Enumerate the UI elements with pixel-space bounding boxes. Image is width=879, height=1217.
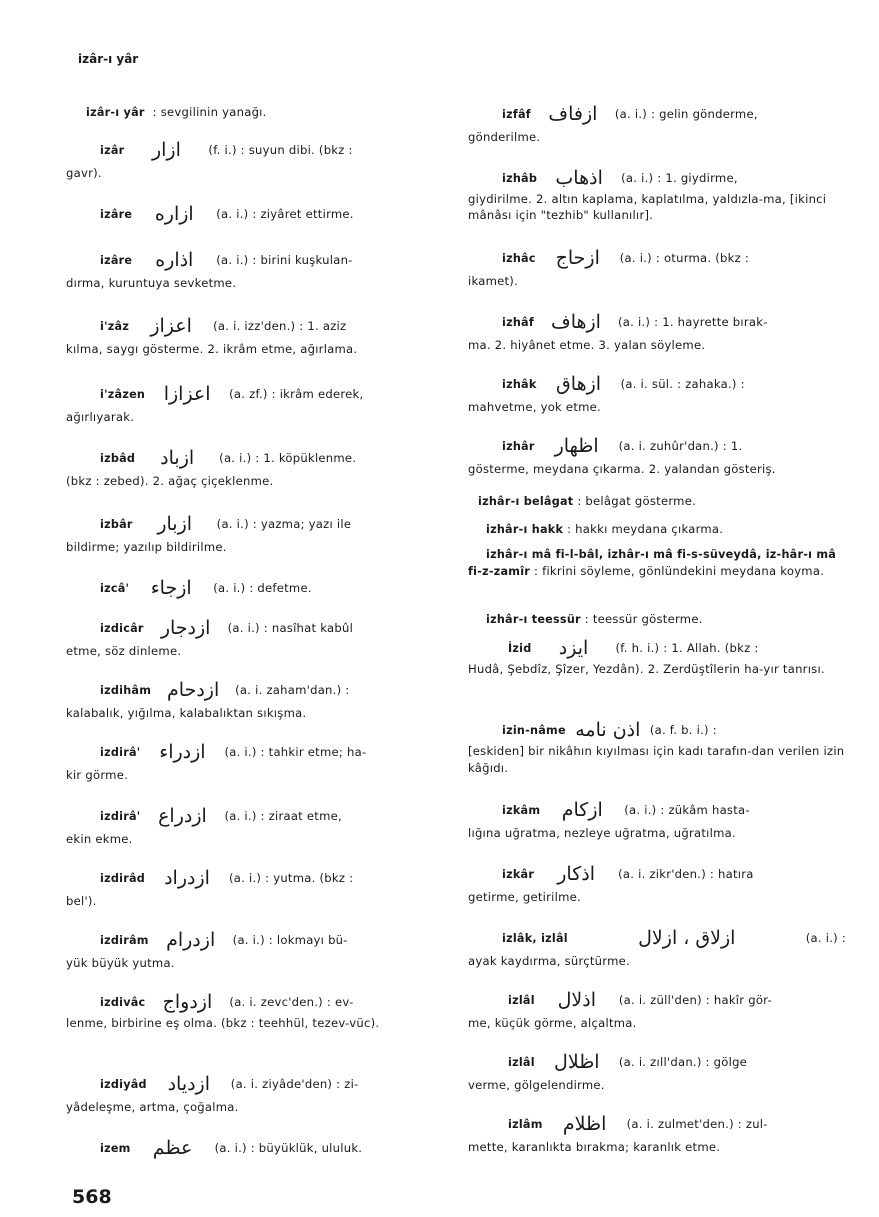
dictionary-entry [66, 1072, 444, 1118]
arabic-script: ازدجار [160, 617, 211, 639]
headword: izâr-ı yâr [86, 106, 145, 119]
definition-continued: gösterme, meydana çıkarma. 2. yalandan gösteriş. [468, 462, 776, 476]
dictionary-entry [468, 434, 846, 480]
arabic-script: ازاره [154, 203, 194, 225]
arabic-script: اعزازا [163, 383, 211, 405]
arabic-script: ازدراع [158, 805, 207, 827]
definition: (f. i.) : suyun dibi. (bkz : [208, 143, 353, 157]
definition: (a. i. izz'den.) : 1. aziz [213, 319, 347, 333]
page-number: 568 [72, 1186, 112, 1208]
arabic-script: ازهاف [551, 311, 601, 333]
definition-continued: yük büyük yutma. [66, 956, 175, 970]
dictionary-entry [86, 100, 464, 125]
arabic-script: ایزد [558, 637, 589, 659]
headword: izhâr-ı mâ fi-l-bâl, izhâr-ı mâ fi-s-süveydâ, iz-hâr-ı mâ fi-z-zamîr [468, 548, 837, 578]
definition: : sevgilinin yanağı. [152, 105, 267, 119]
dictionary-entry [468, 798, 846, 844]
headword: izkâr [502, 868, 535, 881]
arabic-script: ازجاء [150, 577, 192, 599]
arabic-script: ازار [151, 139, 181, 161]
dictionary-entry [66, 138, 444, 184]
definition-continued: lenme, birbirine eş olma. (bkz : teehhül, tezev-vüc). [66, 1016, 380, 1030]
dictionary-entry [66, 314, 444, 360]
headword: izcâ' [100, 582, 130, 595]
definition: (a. i.) : lokmayı bü- [232, 933, 348, 947]
headword: izdiyâd [100, 1078, 147, 1091]
definition-continued: yâdeleşme, artma, çoğalma. [66, 1100, 239, 1114]
definition-continued: [eskiden] bir nikâhın kıyılması için kadı tarafın-dan verilen izin kâğıdı. [468, 744, 845, 775]
definition-continued: (bkz : zebed). 2. ağaç çiçeklenme. [66, 474, 274, 488]
arabic-script: ازدیاد [167, 1073, 211, 1095]
dictionary-entry [468, 310, 846, 356]
dictionary-entry [468, 862, 846, 908]
headword: izhâk [502, 378, 537, 391]
dictionary-entry [486, 520, 864, 539]
dictionary-entry [66, 678, 444, 724]
headword: i'zâz [100, 320, 130, 333]
definition-continued: bel'). [66, 894, 97, 908]
arabic-script: ازلاق ، ازلال [638, 927, 736, 949]
dictionary-entry [468, 246, 846, 292]
dictionary-entry [468, 1050, 846, 1096]
definition: (a. i.) : gelin gönderme, [614, 107, 758, 121]
definition: (a. i.) : zükâm hasta- [624, 803, 750, 817]
headword: izdirâm [100, 934, 149, 947]
definition: (a. i.) : 1. köpüklenme. [219, 451, 357, 465]
definition: (a. i.) : ziyâret ettirme. [216, 207, 354, 221]
dictionary-entry [486, 610, 864, 629]
headword: izin-nâme [502, 724, 566, 737]
definition-continued: gavr). [66, 166, 102, 180]
dictionary-entry [66, 866, 444, 912]
dictionary-entry [66, 446, 444, 492]
dictionary-entry [468, 636, 846, 678]
definition-continued: mahvetme, yok etme. [468, 400, 601, 414]
definition-continued: ma. 2. hiyânet etme. 3. yalan söyleme. [468, 338, 706, 352]
headword: izâre [100, 208, 133, 221]
dictionary-entry [66, 804, 444, 850]
arabic-script: ازهاق [556, 373, 602, 395]
dictionary-entry [468, 546, 846, 580]
arabic-script: عظم [152, 1137, 193, 1159]
arabic-script: ازدراد [164, 867, 210, 889]
definition: (f. h. i.) : 1. Allah. (bkz : [615, 641, 759, 655]
headword: izâr [100, 144, 125, 157]
definition-continued: dırma, kuruntuya sevketme. [66, 276, 237, 290]
dictionary-entry [66, 382, 444, 428]
definition-continued: ikamet). [468, 274, 519, 288]
headword: izhâb [502, 172, 538, 185]
headword: izhâr [502, 440, 535, 453]
arabic-script: ازدراء [159, 741, 206, 763]
headword: İzid [508, 642, 532, 655]
definition-continued: verme, gölgelendirme. [468, 1078, 605, 1092]
headword: izdirâ' [100, 810, 141, 823]
definition: (a. i.) : tahkir etme; ha- [224, 745, 367, 759]
headword: izâre [100, 254, 133, 267]
definition: : hakkı meydana çıkarma. [567, 522, 724, 536]
definition-continued: ağırlıyarak. [66, 410, 135, 424]
arabic-script: اذاره [155, 249, 194, 271]
definition: (a. i.) : oturma. (bkz : [619, 251, 750, 265]
dictionary-entry [478, 492, 856, 511]
definition-continued: lığına uğratma, nezleye uğratma, uğratılma. [468, 826, 736, 840]
headword: izlâl [508, 1056, 535, 1069]
definition: (a. i. ziyâde'den) : zi- [230, 1077, 359, 1091]
dictionary-entry [66, 202, 444, 227]
definition: (a. i.) : birini kuşkulan- [216, 253, 353, 267]
dictionary-entry [66, 512, 444, 558]
arabic-script: اظهار [554, 435, 599, 457]
definition: (a. i. züll'den) : hakîr gör- [618, 993, 772, 1007]
definition: (a. i. sül. : zahaka.) : [620, 377, 745, 391]
headword: i'zâzen [100, 388, 146, 401]
definition-continued: kılma, saygı gösterme. 2. ikrâm etme, ağırlama. [66, 342, 358, 356]
dictionary-entry [468, 926, 846, 972]
dictionary-entry [468, 1112, 846, 1158]
definition: (a. i. zuhûr'dan.) : 1. [618, 439, 743, 453]
headword: izfâf [502, 108, 531, 121]
definition: (a. i. zaham'dan.) : [235, 683, 350, 697]
dictionary-entry [66, 576, 444, 601]
arabic-script: ازدرام [166, 929, 216, 951]
arabic-script: اذن نامه [575, 719, 641, 741]
definition: (a. i.) : 1. hayrette bırak- [617, 315, 768, 329]
arabic-script: اظلام [562, 1113, 607, 1135]
dictionary-entry [66, 928, 444, 974]
headword: izdirâ' [100, 746, 141, 759]
headword: izdirâd [100, 872, 146, 885]
definition: (a. i. zıll'dan.) : gölge [618, 1055, 748, 1069]
definition-continued: giydirilme. 2. altın kaplama, kaplatılma, yaldızla-ma, [ikinci mânâsı için "tezhib" kullanılır]. [468, 192, 827, 222]
definition: (a. i.) : ziraat etme, [224, 809, 342, 823]
headword: izdicâr [100, 622, 144, 635]
arabic-script: اذكار [557, 863, 595, 885]
dictionary-entry [66, 740, 444, 786]
arabic-script: ازبار [157, 513, 193, 535]
definition: (a. i.) : yutma. (bkz : [229, 871, 354, 885]
definition: (a. i. zulmet'den.) : zul- [626, 1117, 768, 1131]
headword: izbâr [100, 518, 133, 531]
headword: izlâm [508, 1118, 543, 1131]
dictionary-entry [66, 616, 444, 662]
headword: izhâr-ı hakk [486, 523, 564, 536]
definition: : belâgat gösterme. [577, 494, 697, 508]
definition: (a. i.) : defetme. [213, 581, 312, 595]
dictionary-entry [66, 1136, 444, 1161]
dictionary-entry [468, 718, 846, 777]
dictionary-entry [468, 988, 846, 1034]
dictionary-entry [468, 372, 846, 418]
arabic-script: ازفاف [548, 103, 598, 125]
headword: izdivâc [100, 996, 146, 1009]
dictionary-entry [468, 166, 846, 223]
headword: izhâr-ı belâgat [478, 495, 574, 508]
definition-continued: kir görme. [66, 768, 129, 782]
dictionary-entry [66, 990, 444, 1032]
headword: izhâr-ı teessür [486, 613, 581, 626]
definition-continued: bildirme; yazılıp bildirilme. [66, 540, 227, 554]
definition: (a. zf.) : ikrâm ederek, [229, 387, 364, 401]
arabic-script: اذهاب [555, 167, 603, 189]
arabic-script: ازدواج [162, 991, 213, 1013]
definition-continued: ekin ekme. [66, 832, 133, 846]
arabic-script: اظلال [554, 1051, 600, 1073]
definition-continued: kalabalık, yığılma, kalabalıktan sıkışma. [66, 706, 307, 720]
definition-continued: getirme, getirilme. [468, 890, 581, 904]
headword: izhâf [502, 316, 534, 329]
arabic-script: ازحاج [555, 247, 600, 269]
definition: (a. i. zevc'den.) : ev- [229, 995, 354, 1009]
headword: izlâk, izlâl [502, 932, 568, 945]
running-header: izâr-ı yâr [78, 52, 139, 66]
definition-continued: gönderilme. [468, 130, 541, 144]
headword: izbâd [100, 452, 136, 465]
definition: (a. i.) : [805, 931, 846, 945]
headword: izdihâm [100, 684, 152, 697]
arabic-script: ازدحام [167, 679, 220, 701]
definition: (a. f. b. i.) : [649, 723, 717, 737]
definition: : teessür gösterme. [584, 612, 703, 626]
definition-continued: Hudâ, Şebdîz, Şîzer, Yezdân). 2. Zerdüştîlerin ha-yır tanrısı. [468, 662, 825, 676]
definition-continued: me, küçük görme, alçaltma. [468, 1016, 637, 1030]
definition: (a. i.) : yazma; yazı ile [216, 517, 352, 531]
definition-continued: ayak kaydırma, sürçtürme. [468, 954, 630, 968]
headword: izlâl [508, 994, 535, 1007]
headword: izem [100, 1142, 131, 1155]
headword: izhâc [502, 252, 536, 265]
definition: : fikrini söyleme, gönlündekini meydana koyma. [534, 564, 825, 578]
dictionary-entry [468, 102, 846, 148]
definition-continued: mette, karanlıkta bırakma; karanlık etme. [468, 1140, 721, 1154]
definition-continued: etme, söz dinleme. [66, 644, 182, 658]
dictionary-entry [66, 248, 444, 294]
headword: izkâm [502, 804, 541, 817]
arabic-script: ازباد [160, 447, 195, 469]
definition: (a. i.) : 1. giydirme, [621, 171, 738, 185]
arabic-script: اذلال [557, 989, 597, 1011]
definition: (a. i. zikr'den.) : hatıra [618, 867, 754, 881]
definition: (a. i.) : nasîhat kabûl [227, 621, 354, 635]
arabic-script: ازکام [561, 799, 603, 821]
definition: (a. i.) : büyüklük, ululuk. [214, 1141, 363, 1155]
arabic-script: اعزاز [150, 315, 192, 337]
